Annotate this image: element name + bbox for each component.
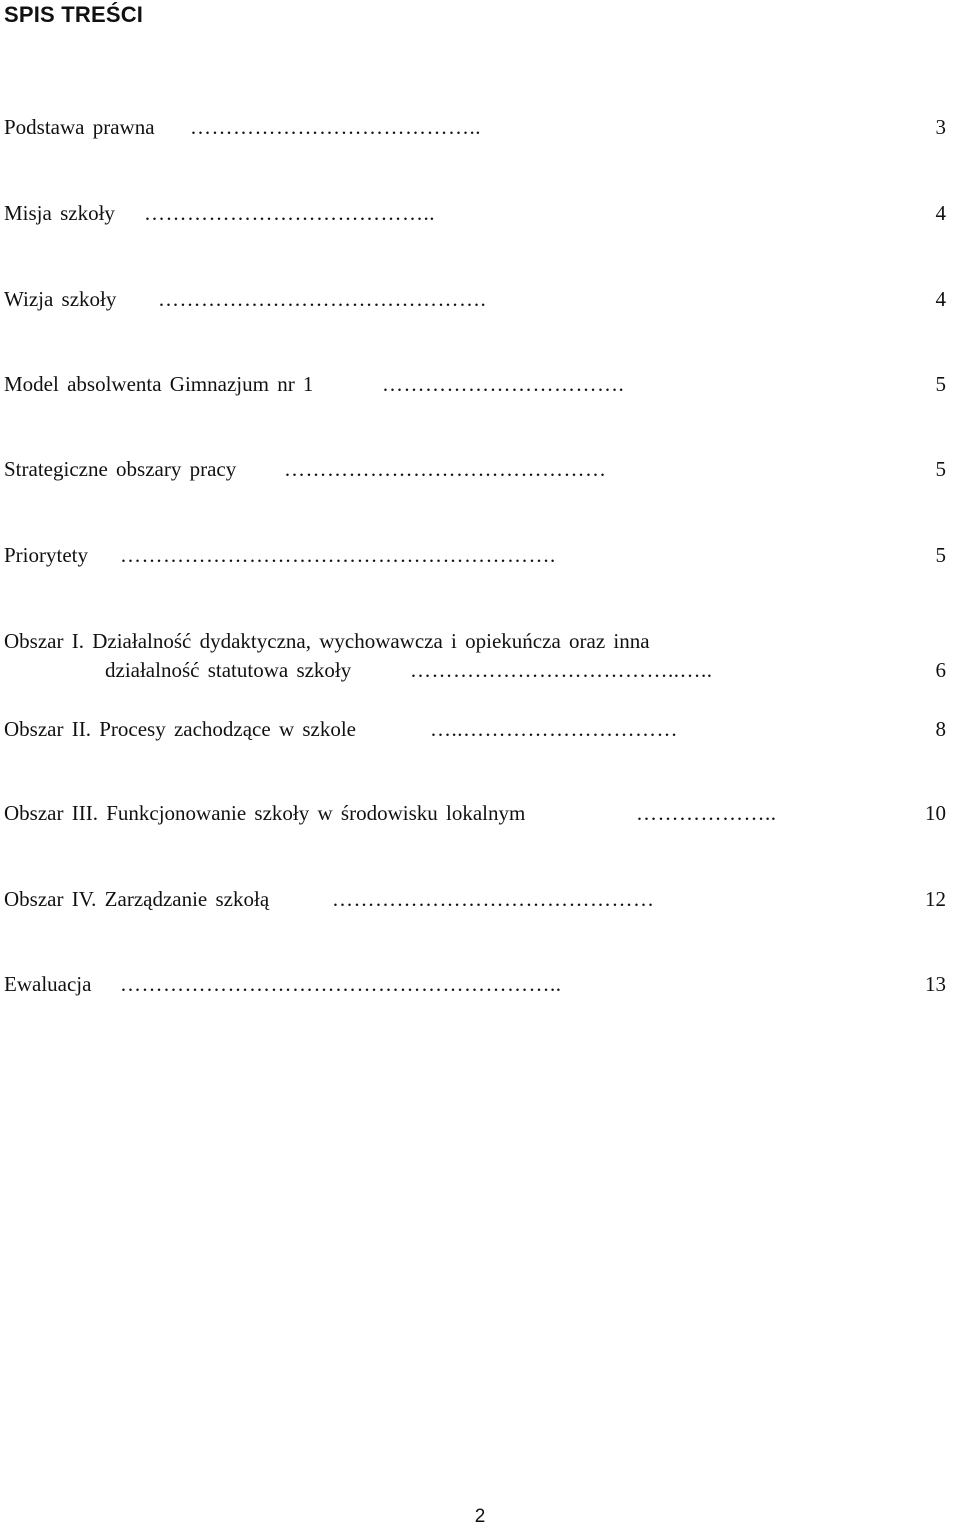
toc-leader-dots: …………………………….	[382, 372, 625, 396]
toc-entry-misja-szkoly[interactable]	[4, 196, 946, 230]
toc-entry-page: 10	[925, 801, 946, 825]
toc-entry-page: 12	[925, 887, 946, 911]
toc-entry-obszar-1[interactable]	[4, 624, 946, 688]
toc-entry-label: Obszar IV. Zarządzanie szkołą	[4, 887, 270, 911]
toc-leader-dots: …..…………………………	[430, 717, 678, 741]
toc-leader-dots: ……………………………………….	[158, 287, 487, 311]
toc-leader-dots: ………………………………..…..	[410, 658, 713, 682]
toc-entry-label: Podstawa prawna	[4, 115, 155, 139]
toc-leader-dots: …………………………………..	[190, 115, 481, 139]
page-number: 2	[474, 1506, 486, 1527]
toc-entry-ewaluacja[interactable]	[4, 967, 946, 1001]
toc-entry-label: Wizja szkoły	[4, 287, 117, 311]
toc-entry-obszar-4[interactable]	[4, 882, 946, 916]
toc-leader-dots: ………………………………………	[284, 457, 607, 481]
toc-entry-page: 6	[935, 658, 946, 682]
toc-entry-wizja-szkoly[interactable]	[4, 282, 946, 316]
toc-entry-page: 5	[935, 457, 946, 481]
toc-leader-dots: …………………………………..	[144, 201, 435, 225]
toc-leader-dots: ………………………………………	[332, 887, 655, 911]
toc-entry-label: Obszar I. Działalność dydaktyczna, wychowawcza i opiekuńcza oraz inna	[4, 629, 650, 653]
toc-leader-dots: ……………………………………………………..	[120, 972, 562, 996]
toc-entry-label: Strategiczne obszary pracy	[4, 457, 237, 481]
toc-entry-page: 13	[925, 972, 946, 996]
toc-entry-label: Model absolwenta Gimnazjum nr 1	[4, 372, 314, 396]
toc-entry-label-continued: działalność statutowa szkoły	[105, 658, 352, 682]
toc-entry-page: 4	[935, 287, 946, 311]
toc-entry-page: 5	[935, 543, 946, 567]
toc-heading: SPIS TREŚCI	[4, 2, 144, 27]
toc-entry-label: Priorytety	[4, 543, 88, 567]
toc-entry-page: 3	[935, 115, 946, 139]
toc-entry-podstawa-prawna[interactable]	[4, 110, 946, 144]
toc-entry-label: Obszar II. Procesy zachodzące w szkole	[4, 717, 357, 741]
toc-entry-page: 4	[935, 201, 946, 225]
toc-entry-label: Ewaluacja	[4, 972, 92, 996]
toc-entry-label: Misja szkoły	[4, 201, 115, 225]
toc-leader-dots: …………………………………………………….	[120, 543, 556, 567]
toc-entry-page: 8	[935, 717, 946, 741]
toc-entry-obszar-3[interactable]	[4, 796, 946, 830]
toc-entry-label: Obszar III. Funkcjonowanie szkoły w środowisku lokalnym	[4, 801, 526, 825]
toc-leader-dots: ………………..	[636, 801, 777, 825]
toc-entry-priorytety[interactable]	[4, 538, 946, 572]
toc-entry-strategiczne-obszary[interactable]	[4, 452, 946, 486]
toc-entry-model-absolwenta[interactable]	[4, 367, 946, 401]
toc-entry-page: 5	[935, 372, 946, 396]
toc-entry-obszar-2[interactable]	[4, 712, 946, 746]
